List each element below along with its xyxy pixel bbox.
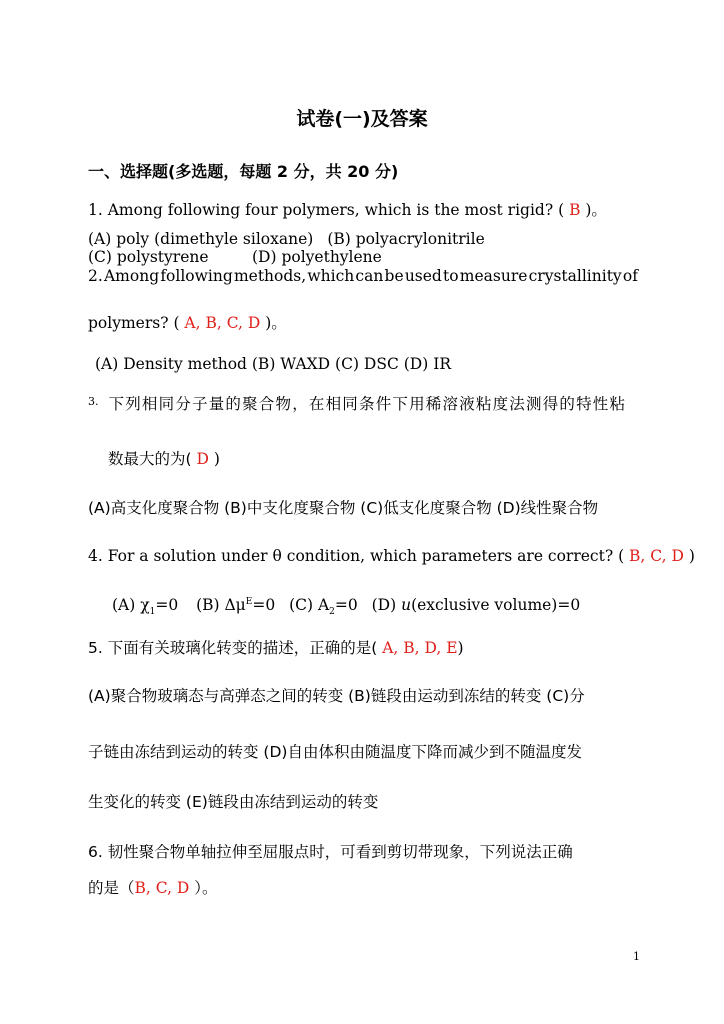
option-c: (C) polystyrene bbox=[88, 248, 209, 266]
question-2-word: to bbox=[443, 267, 459, 285]
question-4-options bbox=[112, 592, 580, 622]
question-2-word: can bbox=[355, 267, 384, 285]
question-2-word: measure bbox=[459, 267, 528, 285]
question-2-word: methods, bbox=[233, 267, 307, 285]
question-3-line1 bbox=[88, 392, 626, 414]
question-1 bbox=[88, 200, 607, 220]
option-b: (B) $\Delta\mu^E=0$ bbox=[196, 596, 276, 615]
question-2-word: used bbox=[404, 267, 442, 285]
option-b: (B) polyacrylonitrile bbox=[327, 230, 485, 248]
question-3-line2 bbox=[108, 449, 220, 469]
question-4 bbox=[88, 546, 695, 566]
question-2-word: Among bbox=[103, 267, 160, 285]
question-2-word: which bbox=[307, 267, 355, 285]
question-5-option-line2: 子链由冻结到运动的转变 (D)自由体积由随温度下降而减少到不随温度发 bbox=[88, 743, 582, 761]
question-4-tail: ) bbox=[683, 547, 695, 565]
question-2-tail: )。 bbox=[260, 314, 287, 332]
question-3-text: 下列相同分子量的聚合物，在相同条件下用稀溶液粘度法测得的特性粘 bbox=[108, 395, 627, 413]
question-5-answer: A, B, D, E bbox=[382, 639, 458, 657]
question-2-options: (A) Density method (B) WAXD (C) DSC (D) IR bbox=[95, 355, 451, 373]
question-5-option-line3: 生变化的转变 (E)链段由冻结到运动的转变 bbox=[88, 793, 379, 811]
question-5-option-line1: (A)聚合物玻璃态与高弹态之间的转变 (B)链段由运动到冻结的转变 (C)分 bbox=[88, 687, 585, 705]
question-4-answer: B, C, D bbox=[629, 547, 684, 565]
question-4-text: 4. For a solution under θ condition, which parameters are correct? ( bbox=[88, 547, 630, 565]
question-6-tail: ）。 bbox=[189, 879, 218, 897]
option-a: (A) $\chi_1=0$ bbox=[112, 596, 179, 618]
question-3-options: (A)高支化度聚合物 (B)中支化度聚合物 (C)低支化度聚合物 (D)线性聚合物 bbox=[88, 499, 599, 517]
option-d: (D) polyethylene bbox=[252, 248, 382, 266]
question-1-options-row1 bbox=[88, 229, 485, 249]
page-number: 1 bbox=[633, 950, 640, 963]
question-2-answer: A, B, C, D bbox=[184, 314, 261, 332]
question-2-line2 bbox=[88, 313, 287, 333]
question-3-number: 3. bbox=[88, 395, 99, 408]
option-c: (C) $A_2=0$ bbox=[289, 596, 358, 618]
question-2-line1 bbox=[88, 266, 638, 286]
option-a: (A) poly (dimethyle siloxane) bbox=[88, 230, 314, 248]
question-2-word: crystallinity bbox=[528, 267, 622, 285]
question-6-line2 bbox=[88, 878, 218, 898]
question-5-text: 5. 下面有关玻璃化转变的描述，正确的是( bbox=[88, 639, 383, 657]
question-6-line1: 6. 韧性聚合物单轴拉伸至屈服点时，可看到剪切带现象，下列说法正确 bbox=[88, 843, 573, 861]
question-1-text: 1. Among following four polymers, which is the most rigid? ( bbox=[88, 201, 570, 219]
question-2-word: of bbox=[622, 267, 638, 285]
question-3-text2: 数最大的为( bbox=[108, 450, 197, 468]
page-title: 试卷(一)及答案 bbox=[296, 108, 428, 130]
question-2-word: 2. bbox=[88, 267, 103, 285]
question-6-text2: 的是（ bbox=[88, 879, 135, 897]
question-3-answer: D bbox=[196, 450, 209, 468]
question-5 bbox=[88, 638, 464, 658]
question-6-answer: B, C, D bbox=[134, 879, 190, 897]
question-3-tail: ) bbox=[208, 450, 220, 468]
option-d: (D) u(exclusive volume)=0 bbox=[371, 596, 581, 615]
question-5-tail: ) bbox=[457, 639, 464, 657]
question-1-tail: )。 bbox=[580, 201, 607, 219]
question-2-word: following bbox=[160, 267, 233, 285]
question-2-text: polymers? ( bbox=[88, 314, 185, 332]
section-heading: 一、选择题(多选题，每题 2 分，共 20 分) bbox=[88, 162, 399, 181]
question-1-options-row2 bbox=[88, 247, 382, 267]
question-1-answer: B bbox=[569, 201, 581, 219]
question-2-word: be bbox=[384, 267, 404, 285]
